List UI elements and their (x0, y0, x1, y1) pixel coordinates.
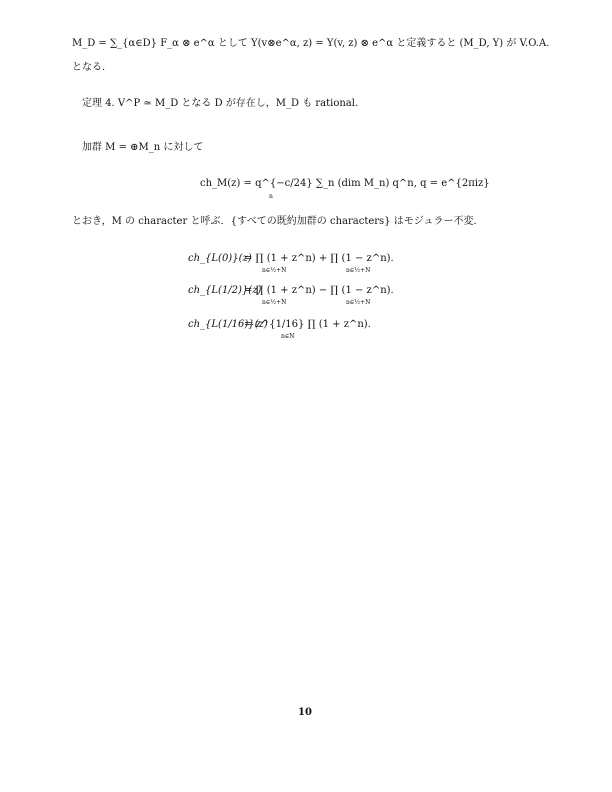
module-intro (82, 142, 203, 154)
equation-1-rhs: = ∏ (1 + z^n) + ∏ (1 − z^n). (244, 253, 394, 264)
ch-def-sum-index: n (269, 193, 273, 200)
equation-2-lhs: ch_{L(1/2)}(z) (188, 285, 262, 296)
equation-3-lhs: ch_{L(1/16)}(z) (188, 319, 268, 330)
line2-text: となる． (72, 62, 112, 73)
theorem-text: 定理 4. V^P ≃ M_D となる D が存在し，M_D も rational. (82, 98, 359, 109)
theorem-4 (82, 98, 358, 110)
equation-1-prod-sub-b: n∈½+N (346, 267, 371, 274)
equation-3-rhs: = z^{1/16} ∏ (1 + z^n). (244, 319, 371, 330)
equation-1-prod-sub-a: n∈½+N (262, 267, 287, 274)
equation-2-prod-sub-b: n∈½+N (346, 299, 371, 306)
ch-def-text: ch_M(z) = q^{−c/24} ∑_n (dim M_n) q^n, q = e^{2πiz} (200, 178, 490, 189)
page-number: 10 (298, 707, 312, 718)
line1-text: M_D = ∑_{α∈D} F_α ⊗ e^α として Y(v⊗e^α, z) = Y(v, z) ⊗ e^α と定義すると (M_D, Y) が V.O.A. (72, 38, 550, 49)
equation-3-prod-sub: n∈N (281, 333, 295, 340)
equation-1-lhs: ch_{L(0)}(z) (188, 253, 252, 264)
character-paragraph (72, 216, 484, 228)
paragraph-line-2 (72, 62, 112, 74)
equation-2-rhs: = ∏ (1 + z^n) − ∏ (1 − z^n). (244, 285, 394, 296)
character-text: とおき，M の character と呼ぶ．{すべての既約加群の characters} はモジュラー不変． (72, 216, 484, 227)
paragraph-line-1 (72, 38, 549, 50)
module-intro-text: 加群 M = ⊕M_n に対して (82, 142, 204, 153)
equation-2-prod-sub-a: n∈½+N (262, 299, 287, 306)
character-definition-equation (200, 178, 490, 190)
